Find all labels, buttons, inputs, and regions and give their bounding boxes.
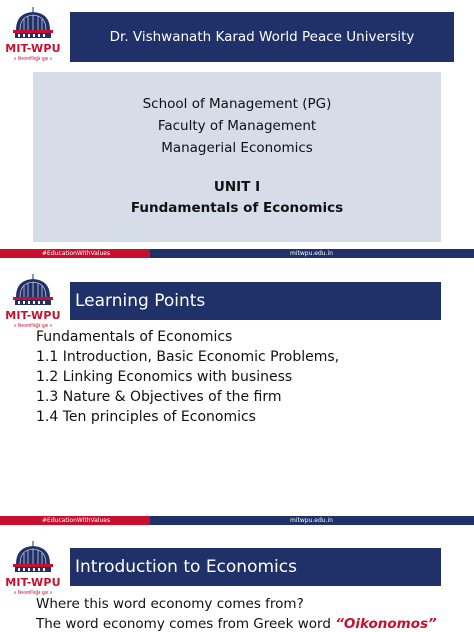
school-name: School of Management (PG) [142, 96, 332, 112]
list-item: 1.3 Nature & Objectives of the firm [36, 389, 282, 405]
greek-word: Oikonomos [343, 616, 429, 632]
logo-tagline: ॥ विश्वशान्तिर्ध्रुवं ध्रुवा ॥ [13, 57, 53, 62]
slide-introduction [0, 532, 474, 632]
logo-tagline: ॥ विश्वशान्तिर्ध्रुवं ध्रुवा ॥ [13, 591, 53, 596]
question-text: Where this word economy comes from? [36, 596, 304, 612]
list-item: Fundamentals of Economics [36, 329, 233, 345]
answer-text: The word economy comes from Greek word [36, 616, 336, 632]
slide-footer-bar [0, 249, 474, 258]
answer-line [36, 614, 437, 632]
close-quote: ” [428, 616, 437, 632]
university-logo [4, 273, 62, 331]
footer-hashtag: #EducationWithValues [42, 250, 111, 257]
university-logo [4, 540, 62, 598]
slide-footer-bar [0, 516, 474, 525]
logo-tagline: ॥ विश्वशान्तिर्ध्रुवं ध्रुवा ॥ [13, 324, 53, 329]
list-item: 1.4 Ten principles of Economics [36, 409, 256, 425]
faculty-name: Faculty of Management [157, 118, 317, 134]
logo-wordmark: MIT-WPU [5, 42, 61, 55]
list-item: 1.2 Linking Economics with business [36, 369, 293, 385]
footer-hashtag: #EducationWithValues [42, 517, 111, 524]
learning-points-list [36, 327, 339, 427]
slide-title-bar [70, 282, 441, 320]
open-quote: “ [335, 616, 344, 632]
logo-wordmark: MIT-WPU [5, 309, 61, 322]
slide-separator [0, 258, 474, 265]
course-name: Managerial Economics [161, 140, 313, 156]
slide-cover [0, 0, 474, 258]
slide-body [36, 594, 437, 632]
footer-website: mitwpu.edu.in [290, 250, 333, 257]
slide-learning-points [0, 265, 474, 525]
slide-separator [0, 525, 474, 532]
dome-icon [4, 6, 62, 42]
footer-website: mitwpu.edu.in [290, 517, 333, 524]
unit-title: Fundamentals of Economics [130, 200, 344, 216]
slide-title: Learning Points [75, 291, 206, 311]
dome-icon [4, 273, 62, 309]
university-logo [4, 6, 62, 64]
unit-number: UNIT I [213, 179, 261, 195]
slide-title: Introduction to Economics [75, 557, 297, 577]
cover-info-box [33, 72, 441, 242]
logo-wordmark: MIT-WPU [5, 576, 61, 589]
dome-icon [4, 540, 62, 576]
list-item: 1.1 Introduction, Basic Economic Problems, [36, 349, 340, 365]
university-title-bar [70, 12, 454, 62]
slide-title-bar [70, 548, 441, 586]
university-name: Dr. Vishwanath Karad World Peace University [109, 29, 415, 45]
